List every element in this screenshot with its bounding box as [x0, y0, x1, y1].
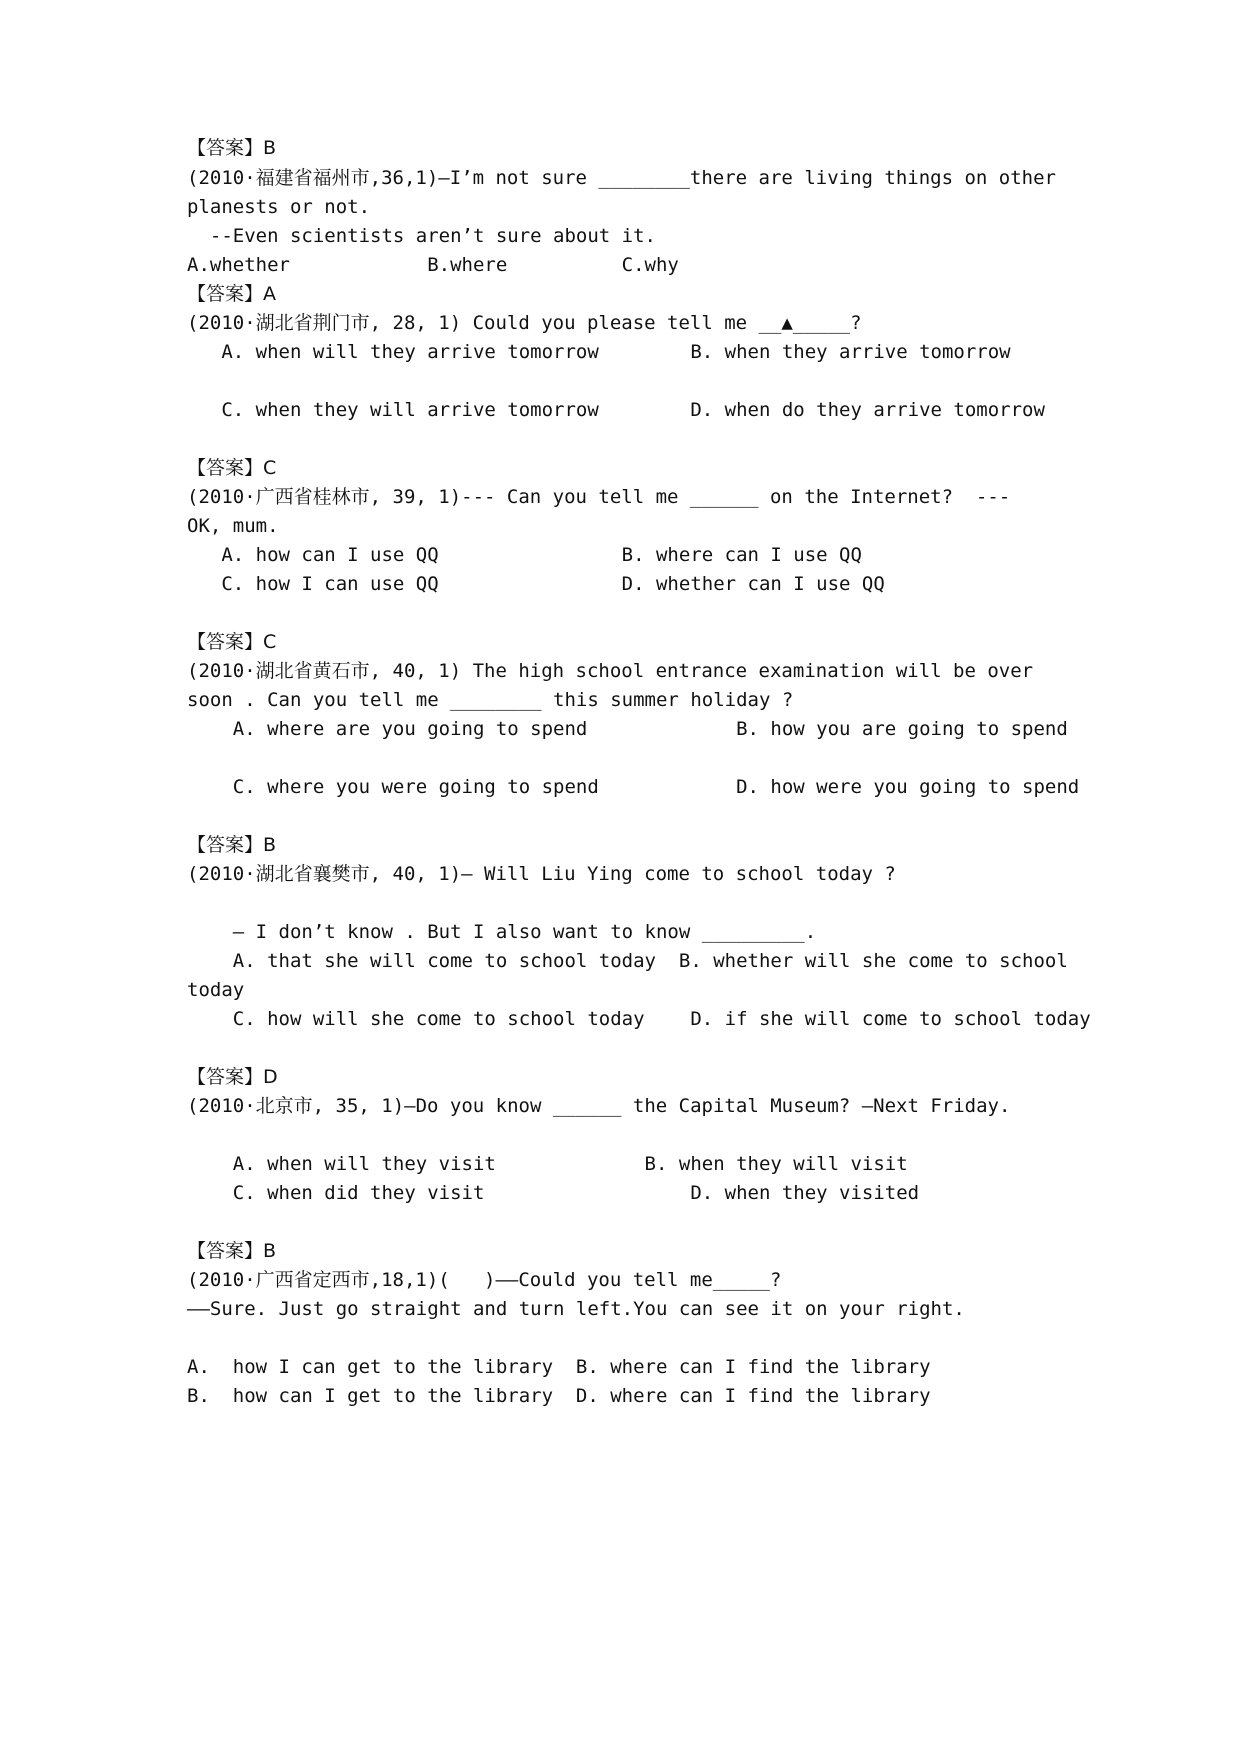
options-line: B. how can I get to the library D. where can I find the library — [187, 1385, 931, 1407]
question-text: (2010·福建省福州市,36,1)—I’m not sure ________there are living things on other — [187, 167, 1056, 189]
question-text: --Even scientists aren’t sure about it. — [187, 225, 656, 247]
options-line: C. when did they visit D. when they visited — [187, 1182, 920, 1204]
question-text: — I don’t know . But I also want to know _________. — [187, 921, 817, 943]
question-text: (2010·湖北省荆门市, 28, 1) Could you please tell me __▲_____? — [187, 312, 862, 334]
options-line: C. how I can use QQ D. whether can I use QQ — [187, 573, 885, 595]
question-text: ——Sure. Just go straight and turn left.You can see it on your right. — [187, 1298, 965, 1320]
options-line: today — [187, 979, 245, 1001]
answer-key: 【答案】A — [187, 283, 276, 305]
question-text: OK, mum. — [187, 515, 279, 537]
question-text: (2010·湖北省襄樊市, 40, 1)— Will Liu Ying come to school today ? — [187, 863, 896, 885]
question-text: (2010·广西省桂林市, 39, 1)--- Can you tell me ______ on the Internet? --- — [187, 486, 1011, 508]
question-text: planests or not. — [187, 196, 371, 218]
options-line: A. when will they visit B. when they will visit — [187, 1153, 908, 1175]
options-line: C. how will she come to school today D. if she will come to school today — [187, 1008, 1091, 1030]
options-line: C. where you were going to spend D. how were you going to spend — [187, 776, 1080, 798]
options-line: A. how can I use QQ B. where can I use QQ — [187, 544, 862, 566]
question-text: (2010·广西省定西市,18,1)( )——Could you tell me_____? — [187, 1269, 782, 1291]
options-line: A. how I can get to the library B. where can I find the library — [187, 1356, 931, 1378]
answer-key: 【答案】B — [187, 1240, 277, 1262]
options-line: A. that she will come to school today B. whether will she come to school — [187, 950, 1068, 972]
answer-key: 【答案】C — [187, 457, 277, 479]
answer-key: 【答案】D — [187, 1066, 278, 1088]
answer-key: 【答案】B — [187, 834, 277, 856]
answer-key: 【答案】C — [187, 631, 277, 653]
options-line: A. when will they arrive tomorrow B. when they arrive tomorrow — [187, 341, 1011, 363]
question-text: (2010·北京市, 35, 1)–Do you know ______ the Capital Museum? –Next Friday. — [187, 1095, 1011, 1117]
question-text: soon . Can you tell me ________ this summer holiday ? — [187, 689, 794, 711]
options-line: A. where are you going to spend B. how you are going to spend — [187, 718, 1068, 740]
answer-key: 【答案】B — [187, 137, 277, 159]
options-line: C. when they will arrive tomorrow D. when do they arrive tomorrow — [187, 399, 1045, 421]
options-line: A.whether B.where C.why — [187, 254, 679, 276]
question-text: (2010·湖北省黄石市, 40, 1) The high school entrance examination will be over — [187, 660, 1034, 682]
